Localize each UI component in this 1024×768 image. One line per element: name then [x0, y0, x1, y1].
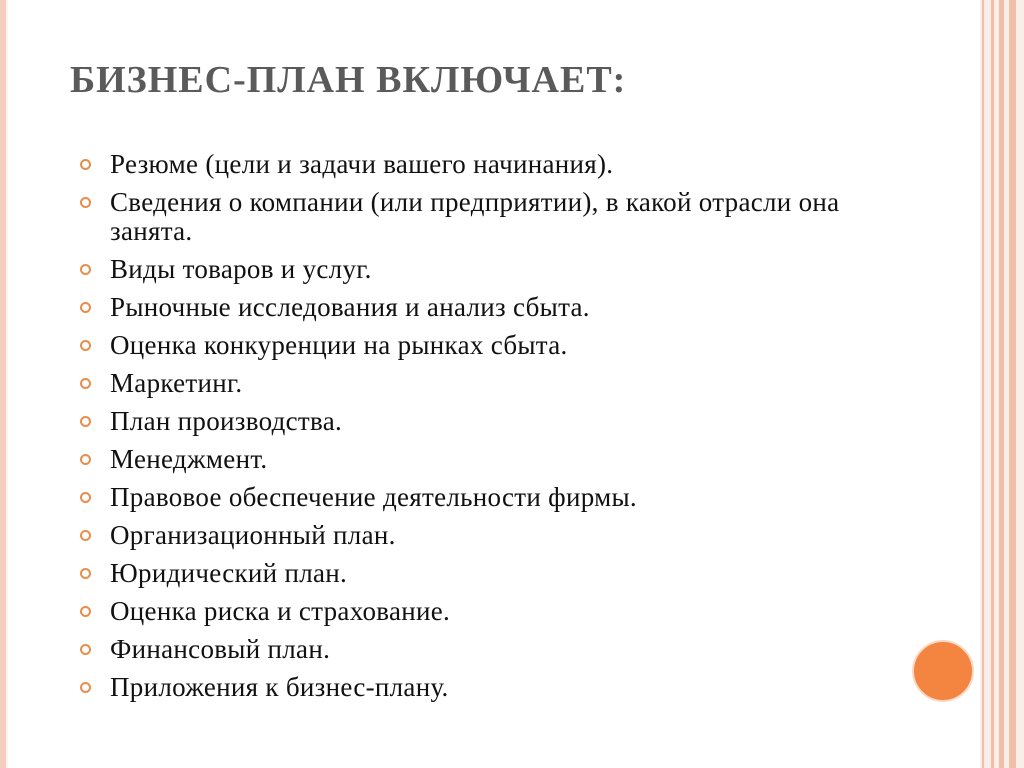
list-item-text: Сведения о компании (или предприятии), в какой отрасли она занята. — [110, 187, 840, 246]
list-item-text: Резюме (цели и задачи вашего начинания). — [110, 149, 614, 179]
list-item-text: Организационный план. — [110, 520, 396, 550]
list-item — [80, 635, 900, 664]
slide-title: БИЗНЕС-ПЛАН ВКЛЮЧАЕТ: — [70, 59, 627, 101]
ring-bullet-icon — [80, 682, 91, 693]
list-item-text: Маркетинг. — [110, 368, 243, 398]
list-item-text: План производства. — [110, 406, 343, 436]
ring-bullet-icon — [80, 302, 91, 313]
slide — [8, 0, 980, 768]
list-item — [80, 597, 900, 626]
stripe-line — [982, 0, 984, 768]
list-item-text: Правовое обеспечение деятельности фирмы. — [110, 482, 637, 512]
list-item — [80, 255, 900, 284]
list-item-text: Финансовый план. — [110, 634, 331, 664]
ring-bullet-icon — [80, 606, 91, 617]
ring-bullet-icon — [80, 416, 91, 427]
ring-bullet-icon — [80, 492, 91, 503]
ring-bullet-icon — [80, 197, 91, 208]
list-item — [80, 369, 900, 398]
stripe-line — [999, 0, 1004, 768]
right-stripe-border — [980, 0, 1024, 768]
list-item — [80, 331, 900, 360]
left-frame-border — [0, 0, 6, 768]
list-item-text: Рыночные исследования и анализ сбыта. — [110, 292, 590, 322]
list-item — [80, 521, 900, 550]
list-item-text: Оценка конкуренции на рынках сбыта. — [110, 330, 568, 360]
ring-bullet-icon — [80, 159, 91, 170]
list-item-text: Приложения к бизнес-плану. — [110, 672, 449, 702]
ring-bullet-icon — [80, 378, 91, 389]
list-item-text: Оценка риска и страхование. — [110, 596, 451, 626]
ring-bullet-icon — [80, 530, 91, 541]
list-item — [80, 188, 900, 246]
ring-bullet-icon — [80, 568, 91, 579]
bullet-list — [80, 150, 900, 711]
ring-bullet-icon — [80, 644, 91, 655]
orange-circle-decoration — [912, 640, 974, 702]
list-item — [80, 483, 900, 512]
stripe-line — [1009, 0, 1016, 768]
list-item — [80, 559, 900, 588]
list-item — [80, 407, 900, 436]
list-item — [80, 673, 900, 702]
list-item — [80, 445, 900, 474]
ring-bullet-icon — [80, 264, 91, 275]
ring-bullet-icon — [80, 454, 91, 465]
list-item — [80, 150, 900, 179]
list-item — [80, 293, 900, 322]
list-item-text: Юридический план. — [110, 558, 348, 588]
list-item-text: Менеджмент. — [110, 444, 268, 474]
list-item-text: Виды товаров и услуг. — [110, 254, 372, 284]
ring-bullet-icon — [80, 340, 91, 351]
stripe-line — [991, 0, 994, 768]
